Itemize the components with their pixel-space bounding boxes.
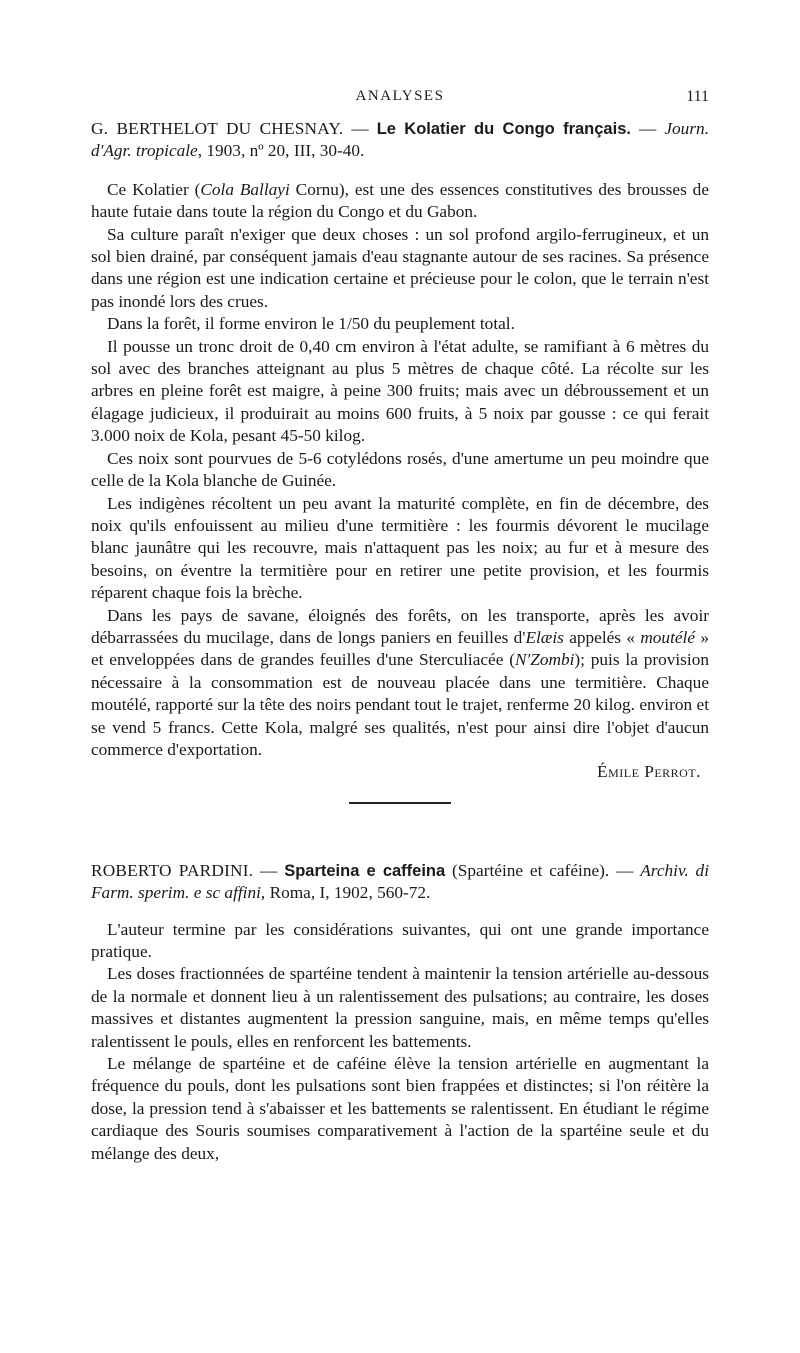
paragraph xyxy=(91,179,709,224)
page-number: 111 xyxy=(686,88,709,105)
running-head xyxy=(91,0,709,118)
article-author: ROBERTO PARDINI. xyxy=(91,860,254,880)
article-title: Sparteina e caffeina xyxy=(284,861,446,880)
article-heading xyxy=(91,860,709,905)
dash: — xyxy=(609,860,641,880)
dash: — xyxy=(343,119,377,138)
paragraph: Le mélange de spartéine et de caféine élève la tension artérielle en augmentant la fréquence du pouls, dont les pulsations sont bien frappées et distinctes; si l'on réitère la dose, la pression tend à s'abaisser et les battements se ralentissent. En étudiant le régime cardiaque des Souris soumises comparativement à l'action de la spartéine seule et du mélange des deux, xyxy=(91,1054,709,1163)
dash: — xyxy=(253,860,285,880)
local-term: N'Zombi xyxy=(514,650,575,670)
citation: 1903, nº 20, III, 30-40. xyxy=(202,141,365,161)
article-author: G. BERTHELOT DU CHESNAY. xyxy=(91,119,344,138)
text-run: Dans les pays de savane, éloignés des forêts, on les transporte, après les avoir débarrassées du mucilage, dans de longs paniers en feuilles d' xyxy=(91,605,709,647)
text-run: » et enveloppées dans de grandes feuilles d'une Sterculiacée ( xyxy=(91,627,709,670)
article-kolatier xyxy=(91,118,709,804)
article-title: Le Kolatier du Congo français. xyxy=(376,120,631,138)
paragraph xyxy=(91,605,709,762)
paragraph: Ces noix sont pourvues de 5-6 cotylédons rosés, d'une amertume un peu moindre que celle de la Kola blanche de Guinée. xyxy=(91,448,709,491)
paragraph: Les doses fractionnées de spartéine tendent à maintenir la tension artérielle au-dessous de la normale et donnent lieu à un ralentissement des pulsations; au contraire, les doses massives et distantes augmentent la pression sanguine, mais, en même temps qu'elles ralentissent le pouls, elles en renforcent les battements. xyxy=(91,964,709,1051)
signature-name: Émile Perrot. xyxy=(597,762,701,782)
text-run: Ce Kolatier ( xyxy=(107,179,201,199)
journal-name: Archiv. di Farm. sperim. e sc affini, xyxy=(91,860,709,903)
paragraph: Dans la forêt, il forme environ le 1/50 du peuplement total. xyxy=(107,314,515,334)
article-sparteine xyxy=(91,860,709,1165)
running-head-title: ANALYSES xyxy=(355,88,445,104)
text-run: Cornu), est une des essences constitutives des brousses de haute futaie dans toute la région du Congo et du Gabon. xyxy=(91,179,709,222)
citation: Roma, I, 1902, 560-72. xyxy=(265,883,431,903)
text-run: appelés « xyxy=(563,627,641,647)
article-subtitle: (Spartéine et caféine). xyxy=(445,860,610,880)
journal-name: Journ. d'Agr. tropicale, xyxy=(91,119,710,161)
species-name: Cola Ballayi xyxy=(200,179,290,199)
local-term: moutélé xyxy=(640,627,696,647)
paragraph: Il pousse un tronc droit de 0,40 cm environ à l'état adulte, se ramifiant à 6 mètres du sol avec des branches atteignant au plus 5 mètres de chaque côté. La récolte sur les arbres en pleine forêt est maigre, à peine 300 fruits; mais avec un débroussement et un élagage judicieux, il produirait au moins 600 fruits, à 5 noix par gousse : ce qui ferait 3.000 noix de Kola, pesant 45-50 kilog. xyxy=(91,336,709,446)
section-divider xyxy=(349,802,451,804)
paragraph: Sa culture paraît n'exiger que deux choses : un sol profond argilo-ferrugineux, et un sol bien drainé, par conséquent jamais d'eau stagnante autour de ses racines. Sa présence dans une région est une indication certaine et précieuse pour le colon, que le terrain n'est pas inondé lors des crues. xyxy=(91,224,709,311)
paragraph: Les indigènes récoltent un peu avant la maturité complète, en fin de décembre, des noix qu'ils enfouissent au milieu d'une termitière : les fourmis dévorent le mucilage blanc jaunâtre qui les recouvre, mais n'attaquent pas les noix; au fur et à mesure des besoins, on éventre la termitière pour en retirer une petite provision, et les fourmis réparent chaque fois la brèche. xyxy=(91,493,709,603)
article-heading xyxy=(91,118,709,163)
text-run: ); puis la provision nécessaire à la consommation est de nouveau placée dans une termitière. Chaque moutélé, rapporté sur la tête des noirs pendant tout le trajet, renferme 20 kilog. environ et se vend 5 francs. Cette Kola, malgré ses qualités, n'est pour ainsi dire l'objet d'aucun commerce d'exportation. xyxy=(91,650,709,759)
signature xyxy=(91,761,701,783)
dash: — xyxy=(630,119,665,138)
genus-name: Elæis xyxy=(525,627,564,647)
paragraph: L'auteur termine par les considérations suivantes, qui ont une grande importance pratique. xyxy=(91,919,709,961)
